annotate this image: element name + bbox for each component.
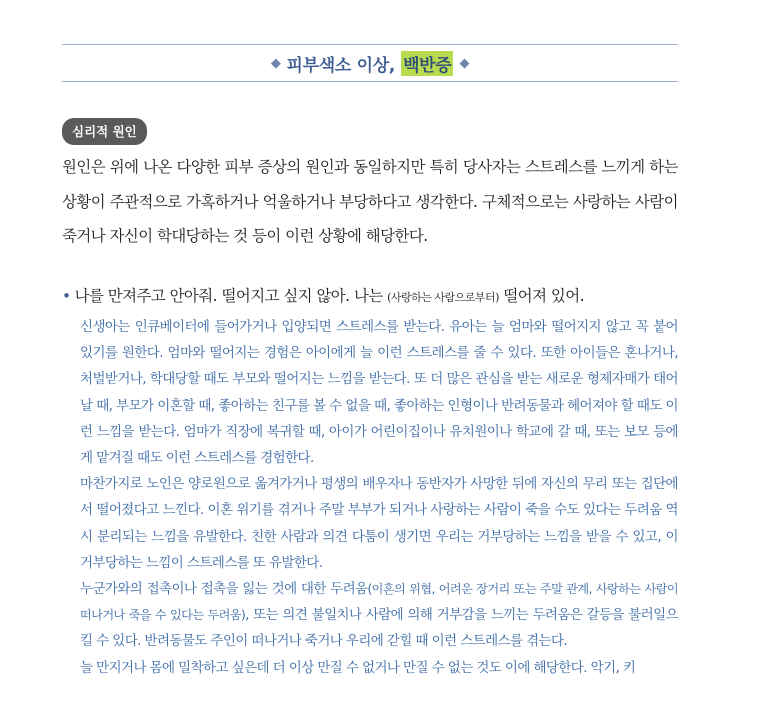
bullet-lead-small: (사랑하는 사람으로부터) [387,291,499,304]
intro-paragraph: 원인은 위에 나온 다양한 피부 증상의 원인과 동일하지만 특히 당사자는 스트레스를 느끼게 하는 상황이 주관적으로 가혹하거나 억울하거나 부당하다고 생각한다. 구체적으로는 사랑하는 사람이 죽거나 자신이 학대당하는 것 등이 이런 상황에 해당한다. [62,158,678,245]
bullet-lead: 나를 만져주고 안아줘. 떨어지고 싶지 않아. 나는 [74,287,383,305]
diamond-left-icon: ◆ [270,55,281,71]
bullet-dot-icon: • [62,287,71,305]
section-badge: 심리적 원인 [62,118,147,145]
chapter-title-highlight: 백반증 [401,51,453,76]
bullet-lead-end: 떨어져 있어. [503,287,584,305]
bullet-heading [62,284,678,310]
body-paragraph-1: 신생아는 인큐베이터에 들어가거나 입양되면 스트레스를 받는다. 유아는 늘 엄마와 떨어지지 않고 꼭 붙어 있기를 원한다. 엄마와 떨어지는 경험은 아이에게 늘 이런 스트레스를 줄 수 있다. 또한 아이들은 혼나거나, 처벌받거나, 학대당할 때도 부모와 떨어지는 느낌을 받는다. 또 더 많은 관심을 받는 새로운 형제자매가 태어날 때, 부모가 이혼할 때, 좋아하는 친구를 볼 수 없을 때, 좋아하는 인형이나 반려동물과 헤어져야 할 때도 이런 느낌을 받는다. 엄마가 직장에 복귀할 때, 아이가 어린이집이나 유치원이나 학교에 갈 때, 또는 보모 등에게 맡겨질 때도 이런 스트레스를 경험한다. [80,319,678,467]
body-paragraph-4: 늘 만지거나 몸에 밀착하고 싶은데 더 이상 만질 수 없거나 만질 수 없는 것도 이에 해당한다. 악기, 키 [80,659,636,676]
body-paragraph-3-small: (이혼의 위협, 어려운 장거리 또는 주말 관계, 사랑하는 사람이 떠나거나 죽을 수 있다는 두려움) [80,582,678,623]
bullet-body [80,314,678,681]
body-paragraph-3-b: , 또는 의견 불일치나 사람에 의해 거부감을 느끼는 두려움은 갈등을 불러일으킬 수 있다. 반려동물도 주인이 떠나거나 죽거나 우리에 갇힐 때 이런 스트레스를 겪는다. [80,607,678,650]
header-bottom-rule [62,81,678,82]
body-paragraph-2: 마찬가지로 노인은 양로원으로 옮겨가거나 평생의 배우자나 동반자가 사망한 뒤에 자신의 무리 또는 집단에서 떨어졌다고 느낀다. 이혼 위기를 겪거나 주말 부부가 되거나 사랑하는 사람이 죽을 수도 있다는 두려움 역시 분리되는 느낌을 유발한다. 친한 사람과 의견 다툼이 생기면 우리는 거부당하는 느낌을 받을 수 있고, 이 거부당하는 느낌이 스트레스를 또 유발한다. [80,476,678,571]
chapter-title: 피부색소 이상, [286,55,396,76]
body-paragraph-3 [80,576,678,655]
chapter-header [62,50,678,76]
diamond-right-icon: ◆ [459,55,470,71]
body-paragraph-3-a: 누군가와의 접촉이나 접촉을 잃는 것에 대한 두려움 [80,581,368,598]
header-top-rule [62,44,678,45]
